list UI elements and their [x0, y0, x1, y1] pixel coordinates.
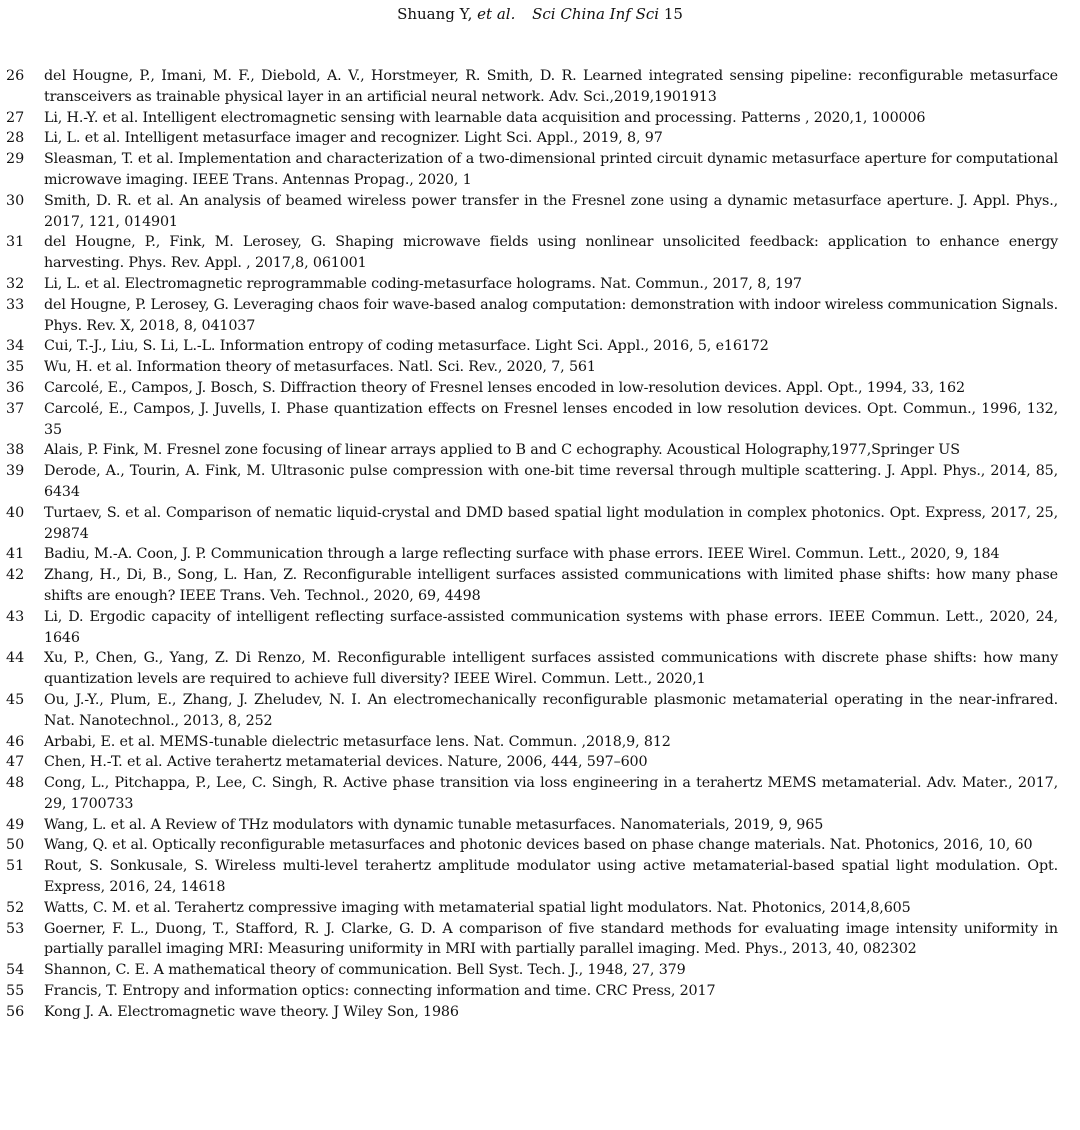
reference-number: 55 — [6, 983, 25, 1000]
reference-item — [6, 108, 1058, 129]
reference-item — [6, 856, 1058, 898]
reference-text: Wu, H. et al. Information theory of metasurfaces. Natl. Sci. Rev., 2020, 7, 561 — [44, 359, 596, 376]
reference-item — [6, 960, 1058, 981]
reference-number: 42 — [6, 567, 25, 584]
reference-text: Smith, D. R. et al. An analysis of beamed wireless power transfer in the Fresnel zone using a dynamic metasurface aperture. J. Appl. Phys., 2017, 121, 014901 — [44, 192, 1058, 230]
reference-item — [6, 191, 1058, 233]
reference-text: Wang, Q. et al. Optically reconfigurable metasurfaces and photonic devices based on phase change materials. Nat. Photonics, 2016, 10, 60 — [44, 837, 1033, 854]
reference-item — [6, 752, 1058, 773]
reference-number: 53 — [6, 920, 25, 937]
reference-number: 27 — [6, 109, 25, 126]
reference-number: 49 — [6, 816, 25, 833]
reference-number: 35 — [6, 359, 25, 376]
reference-text: Francis, T. Entropy and information optics: connecting information and time. CRC Press, 2017 — [44, 983, 716, 1000]
reference-number: 34 — [6, 338, 25, 355]
reference-number: 32 — [6, 275, 25, 292]
reference-item — [6, 128, 1058, 149]
header-page-number: 15 — [663, 5, 683, 23]
reference-text: Turtaev, S. et al. Comparison of nematic liquid-crystal and DMD based spatial light modulation in complex photonics. Opt. Express, 2017, 25, 29874 — [44, 504, 1058, 542]
reference-text: Derode, A., Tourin, A. Fink, M. Ultrasonic pulse compression with one-bit time reversal through multiple scattering. J. Appl. Phys., 2014, 85, 6434 — [44, 463, 1058, 500]
reference-text: Badiu, M.-A. Coon, J. P. Communication through a large reflecting surface with phase errors. IEEE Wirel. Commun. Lett., 2020, 9, 184 — [44, 546, 1000, 563]
reference-item — [6, 648, 1058, 690]
reference-number: 47 — [6, 754, 25, 771]
header-authors: Shuang Y, — [397, 5, 473, 23]
reference-number: 56 — [6, 1003, 25, 1020]
reference-number: 40 — [6, 504, 25, 521]
reference-text: del Hougne, P., Fink, M. Lerosey, G. Shaping microwave fields using nonlinear unsolicited feedback: application to enhance energy harvesting. Phys. Rev. Appl. , 2017,8, 061001 — [44, 234, 1058, 272]
reference-item — [6, 399, 1058, 441]
reference-text: Zhang, H., Di, B., Song, L. Han, Z. Reconfigurable intelligent surfaces assisted communications with limited phase shifts: how many phase shifts are enough? IEEE Trans. Veh. Technol., 2020, 69, 4498 — [44, 567, 1058, 604]
reference-number: 44 — [6, 650, 25, 667]
header-journal: Sci China Inf Sci — [532, 5, 660, 23]
reference-item — [6, 149, 1058, 191]
reference-number: 31 — [6, 234, 25, 251]
reference-text: Li, D. Ergodic capacity of intelligent reflecting surface-assisted communication systems with phase errors. IEEE Commun. Lett., 2020, 24, 1646 — [44, 608, 1058, 646]
reference-number: 45 — [6, 691, 25, 708]
reference-number: 39 — [6, 463, 25, 480]
reference-text: Li, L. et al. Intelligent metasurface imager and recognizer. Light Sci. Appl., 2019, 8, 97 — [44, 130, 663, 147]
reference-text: Watts, C. M. et al. Terahertz compressive imaging with metamaterial spatial light modulators. Nat. Photonics, 2014,8,605 — [44, 899, 911, 916]
reference-item — [6, 981, 1058, 1002]
reference-item — [6, 378, 1058, 399]
reference-text: Cong, L., Pitchappa, P., Lee, C. Singh, R. Active phase transition via loss engineering in a terahertz MEMS metamaterial. Adv. Mater., 2017, 29, 1700733 — [44, 775, 1058, 812]
reference-item — [6, 919, 1058, 961]
reference-item — [6, 732, 1058, 753]
reference-number: 43 — [6, 608, 25, 625]
reference-text: Kong J. A. Electromagnetic wave theory. J Wiley Son, 1986 — [44, 1003, 459, 1020]
reference-text: Xu, P., Chen, G., Yang, Z. Di Renzo, M. Reconfigurable intelligent surfaces assisted communications with discrete phase shifts: how many quantization levels are required to achieve full diversity? IEEE Wirel. Commun. Lett., 2020,1 — [44, 650, 1058, 688]
reference-number: 37 — [6, 400, 25, 417]
reference-text: Shannon, C. E. A mathematical theory of communication. Bell Syst. Tech. J., 1948, 27, 379 — [44, 962, 686, 979]
reference-number: 33 — [6, 296, 25, 313]
reference-number: 52 — [6, 899, 25, 916]
reference-text: Wang, L. et al. A Review of THz modulators with dynamic tunable metasurfaces. Nanomaterials, 2019, 9, 965 — [44, 816, 824, 833]
reference-text: Chen, H.-T. et al. Active terahertz metamaterial devices. Nature, 2006, 444, 597–600 — [44, 754, 648, 771]
reference-item — [6, 773, 1058, 815]
reference-item — [6, 607, 1058, 649]
reference-text: Alais, P. Fink, M. Fresnel zone focusing of linear arrays applied to B and C echography. Acoustical Holography,1977,Springer US — [44, 442, 960, 459]
reference-item — [6, 461, 1058, 503]
reference-item — [6, 336, 1058, 357]
reference-number: 41 — [6, 546, 25, 563]
reference-list — [6, 66, 1058, 1023]
reference-text: Goerner, F. L., Duong, T., Stafford, R. J. Clarke, G. D. A comparison of five standard methods for evaluating image intensity uniformity in partially parallel imaging MRI: Measuring uniformity in MRI with partially parallel imaging. Med. Phys., 2013, 40, 082302 — [44, 920, 1058, 958]
reference-text: Ou, J.-Y., Plum, E., Zhang, J. Zheludev, N. I. An electromechanically reconfigurable plasmonic metamaterial operating in the near-infrared. Nat. Nanotechnol., 2013, 8, 252 — [44, 691, 1058, 729]
reference-item — [6, 503, 1058, 545]
reference-text: Rout, S. Sonkusale, S. Wireless multi-level terahertz amplitude modulator using active metamaterial-based spatial light modulation. Opt. Express, 2016, 24, 14618 — [44, 858, 1058, 896]
reference-number: 54 — [6, 962, 25, 979]
reference-number: 50 — [6, 837, 25, 854]
reference-number: 36 — [6, 379, 25, 396]
reference-item — [6, 295, 1058, 337]
reference-text: Arbabi, E. et al. MEMS-tunable dielectric metasurface lens. Nat. Commun. ,2018,9, 812 — [44, 733, 671, 750]
reference-number: 51 — [6, 858, 25, 875]
reference-text: del Hougne, P. Lerosey, G. Leveraging chaos foir wave-based analog computation: demonstration with indoor wireless communication Signals. Phys. Rev. X, 2018, 8, 041037 — [44, 296, 1058, 334]
reference-item — [6, 815, 1058, 836]
reference-text: Carcolé, E., Campos, J. Juvells, I. Phase quantization effects on Fresnel lenses encoded in low resolution devices. Opt. Commun., 1996, 132, 35 — [44, 400, 1058, 438]
reference-text: Li, H.-Y. et al. Intelligent electromagnetic sensing with learnable data acquisition and processing. Patterns , 2020,1, 100006 — [44, 109, 926, 126]
reference-text: Cui, T.-J., Liu, S. Li, L.-L. Information entropy of coding metasurface. Light Sci. Appl., 2016, 5, e16172 — [44, 338, 769, 355]
reference-item — [6, 440, 1058, 461]
reference-item — [6, 565, 1058, 607]
reference-text: Carcolé, E., Campos, J. Bosch, S. Diffraction theory of Fresnel lenses encoded in low-resolution devices. Appl. Opt., 1994, 33, 162 — [44, 379, 965, 396]
reference-item — [6, 544, 1058, 565]
reference-item — [6, 1002, 1058, 1023]
reference-item — [6, 274, 1058, 295]
reference-text: del Hougne, P., Imani, M. F., Diebold, A. V., Horstmeyer, R. Smith, D. R. Learned integrated sensing pipeline: reconfigurable metasurface transceivers as trainable physical layer in an artificial neural network. Adv. Sci.,2019,1901913 — [44, 68, 1058, 105]
reference-number: 38 — [6, 442, 25, 459]
reference-text: Sleasman, T. et al. Implementation and characterization of a two-dimensional printed circuit dynamic metasurface aperture for computational microwave imaging. IEEE Trans. Antennas Propag., 2020, 1 — [44, 151, 1058, 188]
reference-item — [6, 690, 1058, 732]
reference-number: 29 — [6, 151, 25, 168]
reference-item — [6, 835, 1058, 856]
reference-number: 48 — [6, 775, 25, 792]
reference-number: 46 — [6, 733, 25, 750]
reference-number: 28 — [6, 130, 25, 147]
running-header — [0, 4, 1080, 24]
reference-item — [6, 898, 1058, 919]
header-etal: et al. — [477, 5, 516, 23]
reference-item — [6, 232, 1058, 274]
reference-item — [6, 357, 1058, 378]
reference-number: 30 — [6, 192, 25, 209]
reference-text: Li, L. et al. Electromagnetic reprogrammable coding-metasurface holograms. Nat. Commun., 2017, 8, 197 — [44, 275, 802, 292]
reference-item — [6, 66, 1058, 108]
reference-number: 26 — [6, 68, 25, 84]
